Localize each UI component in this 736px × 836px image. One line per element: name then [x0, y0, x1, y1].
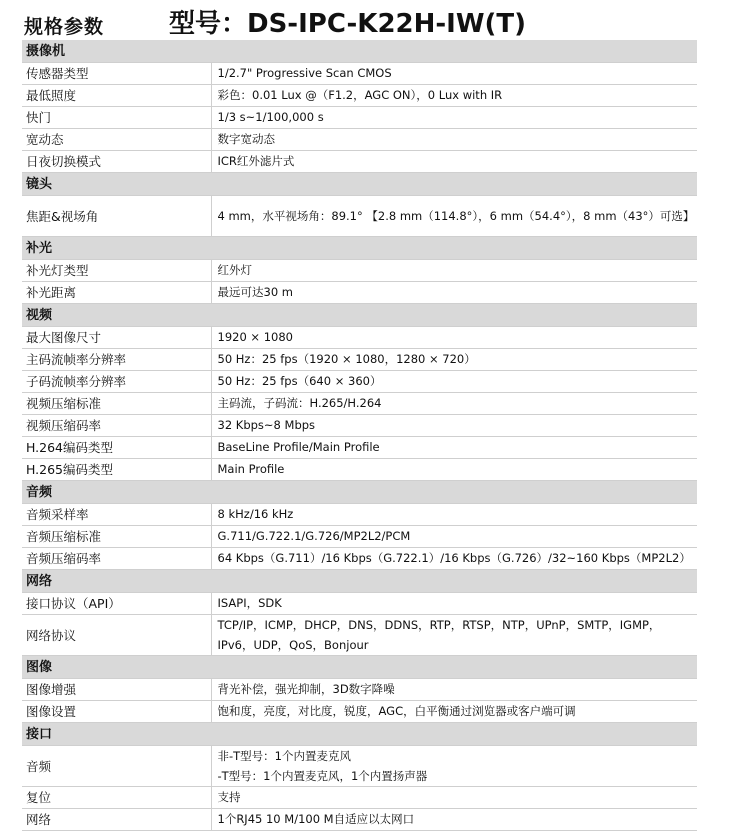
section-title: 图像 — [22, 656, 697, 679]
spec-key: 网络协议 — [22, 615, 211, 656]
section-header — [22, 304, 697, 327]
spec-row — [22, 327, 697, 349]
section-header — [22, 173, 697, 196]
spec-value: 64 Kbps（G.711）/16 Kbps（G.722.1）/16 Kbps（G.726）/32~160 Kbps（MP2L2） — [211, 548, 697, 570]
spec-row — [22, 787, 697, 809]
spec-row — [22, 349, 697, 371]
spec-row — [22, 459, 697, 481]
spec-key: 图像设置 — [22, 701, 211, 723]
spec-row — [22, 260, 697, 282]
spec-value: 彩色：0.01 Lux @（F1.2，AGC ON），0 Lux with IR — [211, 85, 697, 107]
spec-value: 红外灯 — [211, 260, 697, 282]
section-header — [22, 723, 697, 746]
spec-row — [22, 504, 697, 526]
section-header — [22, 570, 697, 593]
spec-key: 音频压缩标准 — [22, 526, 211, 548]
spec-key: H.264编码类型 — [22, 437, 211, 459]
spec-value: 支持 — [211, 787, 697, 809]
spec-value: G.711/G.722.1/G.726/MP2L2/PCM — [211, 526, 697, 548]
section-title: 网络 — [22, 570, 697, 593]
spec-value: BaseLine Profile/Main Profile — [211, 437, 697, 459]
spec-row — [22, 107, 697, 129]
section-header — [22, 481, 697, 504]
spec-key: 复位 — [22, 787, 211, 809]
spec-value: 主码流，子码流：H.265/H.264 — [211, 393, 697, 415]
spec-row — [22, 701, 697, 723]
spec-key: 接口协议（API） — [22, 593, 211, 615]
spec-value: TCP/IP，ICMP，DHCP，DNS，DDNS，RTP，RTSP，NTP，UPnP，SMTP，IGMP，IPv6，UDP，QoS，Bonjour — [211, 615, 697, 656]
spec-table — [22, 40, 697, 831]
spec-value: 1/2.7" Progressive Scan CMOS — [211, 63, 697, 85]
section-header — [22, 40, 697, 63]
spec-key: 传感器类型 — [22, 63, 211, 85]
spec-row — [22, 526, 697, 548]
spec-row — [22, 746, 697, 787]
spec-value: 最远可达30 m — [211, 282, 697, 304]
spec-row — [22, 393, 697, 415]
spec-key: 焦距&视场角 — [22, 196, 211, 237]
spec-value: ISAPI，SDK — [211, 593, 697, 615]
section-header — [22, 237, 697, 260]
spec-key: 宽动态 — [22, 129, 211, 151]
spec-row — [22, 679, 697, 701]
spec-row — [22, 282, 697, 304]
spec-row — [22, 615, 697, 656]
spec-value: 数字宽动态 — [211, 129, 697, 151]
spec-value: 饱和度，亮度，对比度，锐度，AGC，白平衡通过浏览器或客户端可调 — [211, 701, 697, 723]
spec-row — [22, 593, 697, 615]
spec-key: 音频压缩码率 — [22, 548, 211, 570]
spec-value: 非-T型号：1个内置麦克风 -T型号：1个内置麦克风，1个内置扬声器 — [211, 746, 697, 787]
spec-key: 音频采样率 — [22, 504, 211, 526]
spec-row — [22, 371, 697, 393]
spec-title: 规格参数 — [24, 16, 105, 38]
spec-value: 1920 × 1080 — [211, 327, 697, 349]
spec-value: 1个RJ45 10 M/100 M自适应以太网口 — [211, 809, 697, 831]
spec-value: 50 Hz：25 fps（1920 × 1080，1280 × 720） — [211, 349, 697, 371]
spec-key: 视频压缩码率 — [22, 415, 211, 437]
spec-row — [22, 415, 697, 437]
spec-key: 日夜切换模式 — [22, 151, 211, 173]
section-title: 补光 — [22, 237, 697, 260]
spec-key: 最大图像尺寸 — [22, 327, 211, 349]
spec-key: 补光灯类型 — [22, 260, 211, 282]
section-title: 摄像机 — [22, 40, 697, 63]
spec-row — [22, 437, 697, 459]
spec-value: 32 Kbps~8 Mbps — [211, 415, 697, 437]
page-header — [0, 0, 736, 40]
section-title: 镜头 — [22, 173, 697, 196]
section-header — [22, 656, 697, 679]
spec-row — [22, 129, 697, 151]
spec-key: 最低照度 — [22, 85, 211, 107]
spec-key: 主码流帧率分辨率 — [22, 349, 211, 371]
spec-key: 子码流帧率分辨率 — [22, 371, 211, 393]
spec-key: 视频压缩标准 — [22, 393, 211, 415]
spec-row — [22, 196, 697, 237]
spec-key: 快门 — [22, 107, 211, 129]
spec-key: 音频 — [22, 746, 211, 787]
spec-key: 补光距离 — [22, 282, 211, 304]
spec-key: 网络 — [22, 809, 211, 831]
spec-key: 图像增强 — [22, 679, 211, 701]
spec-row — [22, 85, 697, 107]
spec-value: 8 kHz/16 kHz — [211, 504, 697, 526]
spec-value: 4 mm，水平视场角：89.1° 【2.8 mm（114.8°），6 mm（54.4°），8 mm（43°）可选】 — [211, 196, 697, 237]
spec-value: ICR红外滤片式 — [211, 151, 697, 173]
model-title: 型号：DS-IPC-K22H-IW(T) — [169, 9, 527, 39]
spec-key: H.265编码类型 — [22, 459, 211, 481]
spec-row — [22, 151, 697, 173]
spec-row — [22, 548, 697, 570]
section-title: 音频 — [22, 481, 697, 504]
spec-table-body — [22, 40, 697, 831]
section-title: 接口 — [22, 723, 697, 746]
section-title: 视频 — [22, 304, 697, 327]
spec-row — [22, 63, 697, 85]
spec-value: Main Profile — [211, 459, 697, 481]
spec-value: 50 Hz：25 fps（640 × 360） — [211, 371, 697, 393]
spec-value: 背光补偿，强光抑制，3D数字降噪 — [211, 679, 697, 701]
spec-row — [22, 809, 697, 831]
spec-value: 1/3 s~1/100,000 s — [211, 107, 697, 129]
